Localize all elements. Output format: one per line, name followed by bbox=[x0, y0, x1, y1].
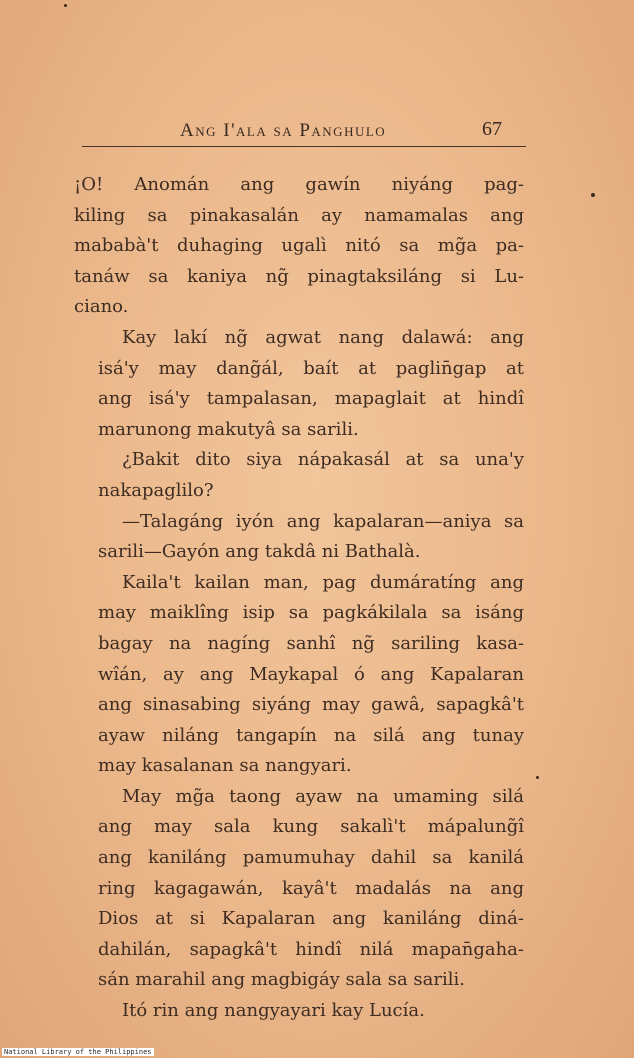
text-line: mababà't duhaging ugalì nitó sa mg̃a pa- bbox=[74, 235, 524, 257]
text-line: ¿Bakit dito siya nápakasál at sa una'y bbox=[122, 449, 524, 471]
body-text bbox=[74, 170, 524, 1027]
text-line: ang kaniláng pamumuhay dahil sa kanilá bbox=[98, 847, 524, 869]
text-line: ang isá'y tampalasan, mapaglait at hindî bbox=[98, 388, 524, 410]
text-line: sán marahil ang magbigáy sala sa sarili. bbox=[98, 969, 465, 991]
text-line: tanáw sa kaniya ng̃ pinagtaksiláng si Lu- bbox=[74, 265, 524, 287]
text-line: ang sinasabing siyáng may gawâ, sapagkâ't bbox=[98, 694, 524, 716]
paper-speck bbox=[64, 4, 67, 7]
text-line: wîán, ay ang Maykapal ó ang Kapalaran bbox=[98, 663, 524, 685]
paragraph bbox=[74, 568, 524, 782]
text-line: may kasalanan sa nangyari. bbox=[98, 755, 352, 777]
text-line: May mg̃a taong ayaw na umaming silá bbox=[122, 785, 524, 807]
paragraph bbox=[74, 445, 524, 506]
text-line: sarili—Gayón ang takdâ ni Bathalà. bbox=[98, 541, 421, 563]
text-line: Kay lakí ng̃ agwat nang dalawá: ang bbox=[122, 326, 524, 348]
text-line: ring kagagawán, kayâ't madalás na ang bbox=[98, 877, 524, 899]
running-title: Ang I'ala sa Panghulo bbox=[180, 120, 387, 141]
text-line: ¡O! Anomán ang gawín niyáng pag- bbox=[74, 174, 524, 195]
footer-credit: National Library of the Philippines bbox=[4, 1048, 152, 1056]
paragraph bbox=[74, 782, 524, 996]
text-line: Itó rin ang nangyayari kay Lucía. bbox=[122, 1000, 425, 1022]
page-header bbox=[80, 116, 524, 146]
text-line: —Talagáng iyón ang kapalaran—aniya sa bbox=[122, 510, 524, 532]
paper-speck bbox=[536, 776, 539, 779]
text-line: ayaw niláng tangapín na silá ang tunay bbox=[98, 724, 524, 746]
text-line: bagay na nagíng sanhî ng̃ sariling kasa- bbox=[98, 632, 524, 654]
text-line: marunong makutyâ sa sarili. bbox=[98, 418, 359, 440]
text-line: kiling sa pinakasalán ay namamalas ang bbox=[74, 204, 524, 226]
text-line: may maiklîng isip sa pagkákilala sa isáng bbox=[98, 602, 524, 624]
header-rule bbox=[82, 146, 526, 147]
text-line: nakapaglilo? bbox=[98, 479, 214, 501]
paragraph bbox=[74, 507, 524, 568]
text-line: ciano. bbox=[74, 296, 129, 318]
paragraph bbox=[74, 996, 524, 1027]
text-line: ang may sala kung sakalì't mápalung̃î bbox=[98, 816, 524, 838]
paragraph bbox=[74, 323, 524, 445]
text-line: Kaila't kailan man, pag dumáratíng ang bbox=[122, 571, 524, 593]
paper-speck bbox=[591, 193, 595, 197]
paragraph bbox=[74, 170, 524, 323]
text-line: dahilán, sapagkâ't hindî nilá mapan̄gaha- bbox=[98, 938, 524, 960]
page-number: 67 bbox=[482, 118, 502, 140]
text-line: isá'y may dang̃ál, baít at paglin̄gap at bbox=[98, 357, 524, 379]
text-line: Dios at si Kapalaran ang kaniláng diná- bbox=[98, 908, 524, 930]
